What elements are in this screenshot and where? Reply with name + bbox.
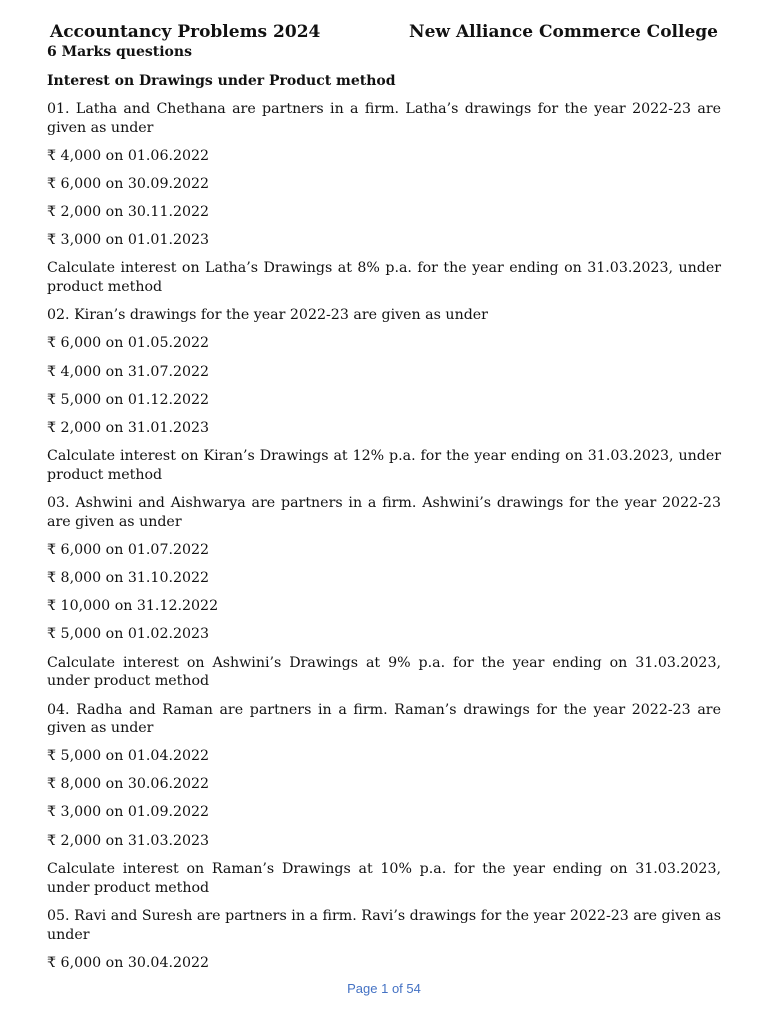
drawing-entry: ₹ 5,000 on 01.12.2022 xyxy=(47,391,210,408)
question-text: 04. Radha and Raman are partners in a firm. Raman’s drawings for the year 2022-23 are given as under xyxy=(47,701,721,737)
drawing-entry: ₹ 8,000 on 30.06.2022 xyxy=(47,776,210,793)
drawing-entry: ₹ 5,000 on 01.02.2023 xyxy=(47,626,210,643)
question-text: 02. Kiran’s drawings for the year 2022-23 are given as under xyxy=(47,307,488,324)
question-instruction: Calculate interest on Raman’s Drawings at 10% p.a. for the year ending on 31.03.2023, under product method xyxy=(47,861,721,896)
question-text: 03. Ashwini and Aishwarya are partners in a firm. Ashwini’s drawings for the year 2022-23 are given as under xyxy=(47,495,721,530)
college-name: New Alliance Commerce College xyxy=(409,22,718,42)
drawing-entry: ₹ 2,000 on 31.01.2023 xyxy=(47,419,210,436)
drawing-entry: ₹ 6,000 on 30.09.2022 xyxy=(47,175,210,192)
question-instruction: Calculate interest on Kiran’s Drawings at 12% p.a. for the year ending on 31.03.2023, under product method xyxy=(47,448,721,483)
drawing-entry: ₹ 6,000 on 01.07.2022 xyxy=(47,541,210,558)
drawing-entry: ₹ 4,000 on 01.06.2022 xyxy=(47,147,210,164)
drawing-entry: ₹ 6,000 on 30.04.2022 xyxy=(47,954,210,971)
drawing-entry: ₹ 5,000 on 01.04.2022 xyxy=(47,748,210,765)
drawing-entry: ₹ 3,000 on 01.01.2023 xyxy=(47,231,210,248)
drawing-entry: ₹ 6,000 on 01.05.2022 xyxy=(47,335,210,352)
drawing-entry: ₹ 3,000 on 01.09.2022 xyxy=(47,804,210,821)
drawing-entry: ₹ 8,000 on 31.10.2022 xyxy=(47,569,210,586)
drawing-entry: ₹ 2,000 on 30.11.2022 xyxy=(47,203,210,220)
page-number: Page 1 of 54 xyxy=(347,981,421,996)
subheading: 6 Marks questions xyxy=(47,44,192,60)
question-text: 01. Latha and Chethana are partners in a firm. Latha’s drawings for the year 2022-23 are given as under xyxy=(47,101,721,136)
question-instruction: Calculate interest on Ashwini’s Drawings at 9% p.a. for the year ending on 31.03.2023, under product method xyxy=(47,654,721,690)
drawing-entry: ₹ 4,000 on 31.07.2022 xyxy=(47,363,210,380)
drawing-entry: ₹ 2,000 on 31.03.2023 xyxy=(47,832,210,849)
document-title: Accountancy Problems 2024 xyxy=(50,22,321,42)
drawing-entry: ₹ 10,000 on 31.12.2022 xyxy=(47,598,219,615)
question-instruction: Calculate interest on Latha’s Drawings at 8% p.a. for the year ending on 31.03.2023, under product method xyxy=(47,260,721,295)
section-title: Interest on Drawings under Product method xyxy=(47,72,396,89)
question-text: 05. Ravi and Suresh are partners in a firm. Ravi’s drawings for the year 2022-23 are given as under xyxy=(47,908,721,943)
document-body xyxy=(47,43,721,972)
